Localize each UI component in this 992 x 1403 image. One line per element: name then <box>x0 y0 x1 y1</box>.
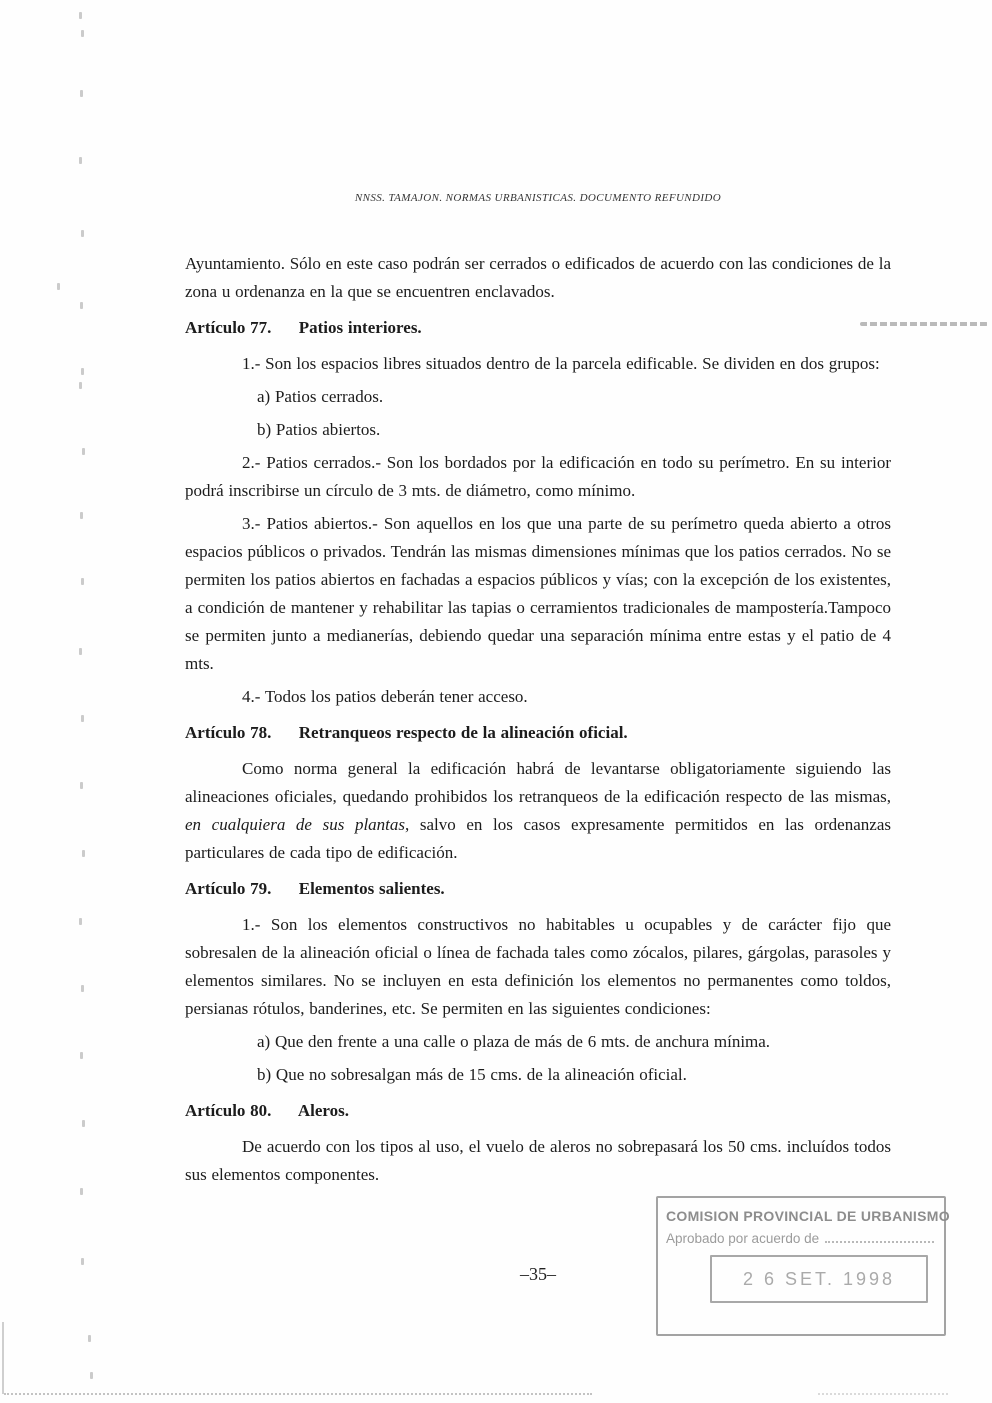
scan-speck <box>57 283 60 290</box>
scan-speck <box>79 918 82 925</box>
scan-speck <box>81 30 84 37</box>
article-78-paragraph-1 <box>185 755 891 867</box>
article-79-title: Elementos salientes. <box>298 879 445 898</box>
scan-speck <box>80 90 83 97</box>
article-77-heading <box>185 314 891 342</box>
scan-speck <box>82 850 85 857</box>
article-77-item-b: b) Patios abiertos. <box>257 420 381 439</box>
article-78-paragraph-1-italic: en cualquiera de sus plantas <box>185 815 406 834</box>
article-79-label: Artículo 79. <box>185 879 272 898</box>
scan-speck <box>81 578 84 585</box>
article-79-paragraph-1: 1.- Son los elementos constructivos no habitables u ocupables y de carácter fijo que sobresalen de la alineación oficial o línea de fachada tales como zócalos, pilares, gárgolas, parasoles y elementos similares. No se incluyen en esta definición los elementos no permanentes como toldos, persianas rótulos, banderines, etc. Se permiten en las siguientes condiciones: <box>185 915 891 1018</box>
paragraph-intro: Ayuntamiento. Sólo en este caso podrán ser cerrados o edificados de acuerdo con las condiciones de la zona u ordenanza en la que se encuentren enclavados. <box>185 254 891 301</box>
scan-speck <box>80 512 83 519</box>
scan-speck <box>80 1052 83 1059</box>
article-79-item-a: a) Que den frente a una calle o plaza de más de 6 mts. de anchura mínima. <box>257 1032 771 1051</box>
scan-speck <box>79 12 82 19</box>
scan-bottom-line <box>4 1393 592 1395</box>
scan-speck <box>79 382 82 389</box>
stamp-dotted-line <box>825 1241 934 1243</box>
scan-speck <box>80 1188 83 1195</box>
article-80-paragraph-1: De acuerdo con los tipos al uso, el vuelo de aleros no sobrepasará los 50 cms. incluídos todos sus elementos componentes. <box>185 1137 891 1184</box>
stamp-approval-line <box>666 1231 934 1246</box>
scan-speck <box>81 230 84 237</box>
article-80-label: Artículo 80. <box>185 1101 272 1120</box>
article-79-item-b: b) Que no sobresalgan más de 15 cms. de la alineación oficial. <box>257 1065 687 1084</box>
scan-speck <box>88 1335 91 1342</box>
scan-speck <box>79 157 82 164</box>
scan-bottom-line <box>818 1393 948 1395</box>
document-body <box>185 250 891 1194</box>
scan-speck <box>82 448 85 455</box>
article-77-paragraph-4: 4.- Todos los patios deberán tener acceso. <box>242 687 528 706</box>
article-80-heading <box>185 1097 891 1125</box>
article-78-paragraph-1-tail: , salvo en los casos expresamente permitidos en las ordenanzas particulares de cada tipo de edificación. <box>185 815 891 862</box>
article-80-title: Aleros. <box>297 1101 349 1120</box>
approval-stamp <box>656 1196 950 1336</box>
running-header: NNSS. TAMAJON. NORMAS URBANISTICAS. DOCUMENTO REFUNDIDO <box>354 192 722 204</box>
scan-speck <box>80 302 83 309</box>
stamp-approval-label: Aprobado por acuerdo de <box>666 1231 820 1246</box>
article-77-item-a: a) Patios cerrados. <box>257 387 384 406</box>
article-78-paragraph-1-text: Como norma general la edificación habrá de levantarse obligatoriamente siguiendo las alineaciones oficiales, quedando prohibidos los retranqueos de la edificación respecto de las mismas, <box>185 759 891 806</box>
article-77-paragraph-3: 3.- Patios abiertos.- Son aquellos en los que una parte de su perímetro queda abierto a otros espacios públicos o privados. Tendrán las mismas dimensiones mínimas que los patios cerrados. No se permiten los patios abiertos en fachadas a espacios públicos y vías; con la excepción de los existentes, a condición de mantener y rehabilitar las tapias o cerramientos tradicionales de mampostería.Tampoco se permiten junto a medianerías, debiendo quedar una separación mínima entre estas y el patio de 4 mts. <box>185 514 891 673</box>
article-77-paragraph-1: 1.- Son los espacios libres situados dentro de la parcela edificable. Se dividen en dos grupos: <box>242 354 880 373</box>
article-77-title: Patios interiores. <box>298 318 422 337</box>
article-77-label: Artículo 77. <box>185 318 272 337</box>
article-78-label: Artículo 78. <box>185 723 272 742</box>
scan-edge-line <box>2 1322 4 1394</box>
article-78-heading <box>185 719 891 747</box>
scan-speck <box>79 648 82 655</box>
scan-speck <box>90 1372 93 1379</box>
scan-speck <box>82 1120 85 1127</box>
page-number: –35– <box>520 1264 556 1284</box>
scan-speck <box>80 782 83 789</box>
scan-speck <box>81 368 84 375</box>
scan-speck <box>81 985 84 992</box>
article-78-title: Retranqueos respecto de la alineación oficial. <box>298 723 628 742</box>
scan-speck <box>81 715 84 722</box>
article-79-heading <box>185 875 891 903</box>
stamp-title: COMISION PROVINCIAL DE URBANISMO <box>666 1208 950 1224</box>
stamp-date-box <box>710 1255 928 1303</box>
scan-speck <box>81 1258 84 1265</box>
stamp-date: 2 6 SET. 1998 <box>742 1268 896 1289</box>
article-77-paragraph-2: 2.- Patios cerrados.- Son los bordados por la edificación en todo su perímetro. En su interior podrá inscribirse un círculo de 3 mts. de diámetro, como mínimo. <box>185 453 891 500</box>
